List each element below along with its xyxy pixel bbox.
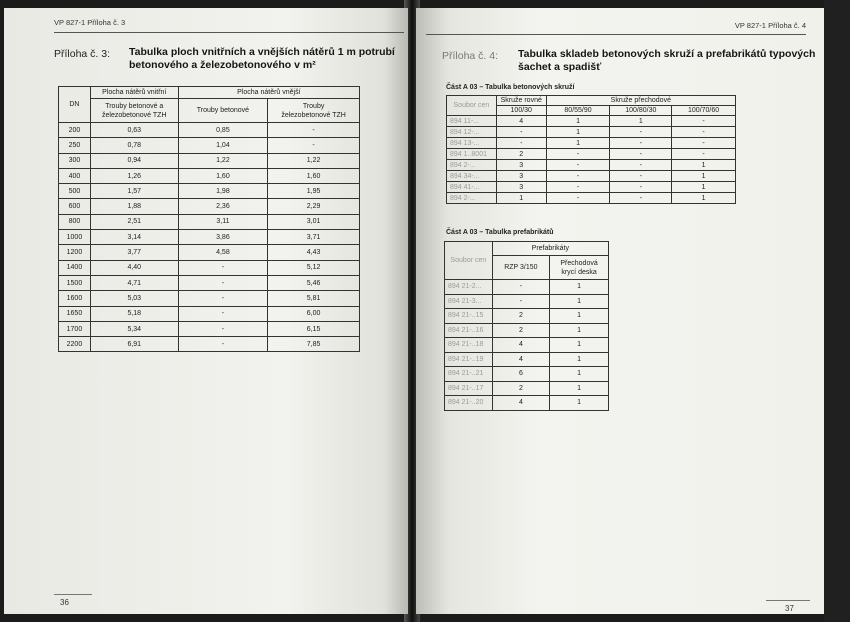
table-cell: 894 21-..17 [445,381,493,396]
table-cell: - [610,193,672,204]
table-cell: 1000 [59,230,91,245]
table-cell: 250 [59,138,91,153]
table-cell: 0,78 [90,138,178,153]
sub-inner: Trouby betonové a železobetonové TZH [90,99,178,123]
table-row [445,309,609,324]
table-row [447,171,736,182]
table-cell: 1 [672,160,736,171]
sub-outer-concrete: Trouby betonové [178,99,267,123]
table-cell: 894 21-2... [445,280,493,295]
table-row [59,337,360,352]
table-cell: - [496,138,546,149]
table-cell: 2,29 [268,199,360,214]
table-cell: 1700 [59,321,91,336]
table-cell: 2 [492,323,549,338]
table-cell: - [610,182,672,193]
table-cell: 5,46 [268,275,360,290]
table-cell: 5,12 [268,260,360,275]
table-cell: - [672,149,736,160]
table-cell: 4,40 [90,260,178,275]
table-row [445,323,609,338]
table-cell: 1 [610,116,672,127]
table-cell: - [178,306,267,321]
table-cell: - [178,337,267,352]
annex-title [518,48,815,74]
table-cell: - [496,127,546,138]
table-cell: 1,95 [268,184,360,199]
table-cell: 1 [550,396,609,411]
table-cell: 4 [496,116,546,127]
table-cell: - [178,291,267,306]
table-cell: - [268,138,360,153]
table-cell: 4,58 [178,245,267,260]
table-cell: 0,85 [178,123,267,138]
group-prefab: Prefabrikáty [492,242,608,256]
table-cell: 894 21-..15 [445,309,493,324]
table-cell: 5,34 [90,321,178,336]
table-cell: 3 [496,182,546,193]
sub-rzp: RZP 3/150 [492,256,549,280]
table-row [59,138,360,153]
table-cell: 894 2-... [447,160,497,171]
table-cell: 894 21-..19 [445,352,493,367]
table-cell: 1,57 [90,184,178,199]
table-cell: - [178,321,267,336]
sub-80-55-90: 80/55/90 [546,106,610,116]
group-outer: Plocha nátěrů vnější [178,87,359,99]
table-cell: 1 [550,309,609,324]
table-cell: 1650 [59,306,91,321]
table-row [447,127,736,138]
col-dn: DN [59,87,91,123]
table-row [59,184,360,199]
page-header: VP 827-1 Příloha č. 3 [54,18,126,27]
sub-100-70-60: 100/70/60 [672,106,736,116]
footer-rule [766,600,810,601]
col-file: Soubor cen [445,242,493,280]
table-row [445,352,609,367]
table-cell: 2 [492,309,549,324]
table-row [447,149,736,160]
table-row [59,123,360,138]
table-cell: 2 [496,149,546,160]
concrete-rings-table [446,95,736,204]
table-cell: 6 [492,367,549,382]
section-title-rings: Část A 03 – Tabulka betonových skruží [446,84,575,91]
table-row [447,193,736,204]
table-cell: 894 11-... [447,116,497,127]
table-cell: 2 [492,381,549,396]
table-cell: 1,88 [90,199,178,214]
table-cell: - [610,138,672,149]
table-cell: 3,11 [178,214,267,229]
footer-rule [54,594,92,595]
group-transition: Skruže přechodové [546,96,735,106]
table-cell: 1,60 [178,168,267,183]
table-cell: - [178,275,267,290]
table-cell: - [492,280,549,295]
table-cell: - [672,116,736,127]
table-row [59,153,360,168]
table-row [445,280,609,295]
table-cell: 300 [59,153,91,168]
table-cell: 1600 [59,291,91,306]
table-cell: 894 21-..16 [445,323,493,338]
table-cell: 894 34-... [447,171,497,182]
table-row [445,367,609,382]
sub-100-80-30: 100/80/30 [610,106,672,116]
table-cell: 1 [550,294,609,309]
table-row [445,396,609,411]
table-row [59,245,360,260]
table-cell: - [672,138,736,149]
table-cell: 1 [550,338,609,353]
table-cell: 894 21-..18 [445,338,493,353]
table-cell: 7,85 [268,337,360,352]
table-row [59,306,360,321]
table-cell: 0,94 [90,153,178,168]
table-cell: 894 41-... [447,182,497,193]
table-cell: 1 [672,193,736,204]
page-number: 37 [785,604,794,613]
sub-100-30: 100/30 [496,106,546,116]
annex-number: Příloha č. 3: [54,48,111,60]
table-cell: 1,22 [268,153,360,168]
table-cell: - [546,182,610,193]
table-cell: 1500 [59,275,91,290]
annex-title-line2: betonového a železobetonového v m² [129,59,316,71]
table-cell: 800 [59,214,91,229]
table-cell: 3 [496,171,546,182]
table-cell: 3 [496,160,546,171]
table-row [59,199,360,214]
coating-area-table [58,86,360,352]
table-cell: 1 [672,171,736,182]
section-title-prefab: Část A 03 – Tabulka prefabrikátů [446,229,554,236]
table-row [59,168,360,183]
table-cell: 894 21-..21 [445,367,493,382]
table-cell: 2,36 [178,199,267,214]
table-cell: 1,98 [178,184,267,199]
table-cell: 894 21-3... [445,294,493,309]
table-cell: 1 [550,367,609,382]
table-row [447,138,736,149]
table-cell: - [610,149,672,160]
table-cell: 5,18 [90,306,178,321]
table-cell: 1 [546,116,610,127]
left-page [4,8,408,614]
table-cell: 1 [496,193,546,204]
table-cell: 4 [492,352,549,367]
table-cell: 200 [59,123,91,138]
sub-transition-slab: Přechodová krycí deska [550,256,609,280]
annex-title [129,46,395,72]
table-cell: 0,63 [90,123,178,138]
table-cell: 1,26 [90,168,178,183]
table-cell: 894 13-... [447,138,497,149]
annex-title-line1: Tabulka skladeb betonových skruží a prefabrikátů typových [518,48,816,60]
table-row [445,294,609,309]
page-header: VP 827-1 Příloha č. 4 [734,21,806,30]
table-cell: 1200 [59,245,91,260]
table-cell: 4,43 [268,245,360,260]
table-cell: 3,71 [268,230,360,245]
table-row [59,275,360,290]
table-row [59,260,360,275]
table-cell: 5,03 [90,291,178,306]
table-cell: 2,51 [90,214,178,229]
table-cell: 4,71 [90,275,178,290]
table-cell: 1,22 [178,153,267,168]
right-page [416,8,824,614]
table-cell: 400 [59,168,91,183]
background-edge [824,0,850,622]
table-cell: - [610,127,672,138]
table-cell: 500 [59,184,91,199]
annex-title-line1: Tabulka ploch vnitřních a vnějších nátěrů 1 m potrubí [129,46,395,58]
table-cell: 600 [59,199,91,214]
table-cell: 1 [546,127,610,138]
table-row [59,230,360,245]
table-cell: 6,00 [268,306,360,321]
table-cell: 3,01 [268,214,360,229]
table-cell: 2200 [59,337,91,352]
table-cell: 1 [550,280,609,295]
table-cell: 1 [672,182,736,193]
table-cell: 5,81 [268,291,360,306]
table-cell: 4 [492,338,549,353]
table-cell: 1 [550,323,609,338]
table-row [447,160,736,171]
table-cell: 1 [546,138,610,149]
sub-outer-reinforced: Trouby železobetonové TZH [268,99,360,123]
table-cell: - [672,127,736,138]
table-cell: - [610,171,672,182]
table-cell: - [492,294,549,309]
table-cell: 894 21-..20 [445,396,493,411]
table-cell: - [546,149,610,160]
table-cell: - [546,193,610,204]
table-row [59,214,360,229]
col-file: Soubor cen [447,96,497,116]
table-cell: 1,60 [268,168,360,183]
table-cell: 894 2-... [447,193,497,204]
table-row [447,116,736,127]
table-cell: 6,91 [90,337,178,352]
table-cell: 894 1..8001 [447,149,497,160]
table-row [447,182,736,193]
prefab-table [444,241,609,411]
header-rule [54,32,404,33]
table-cell: - [268,123,360,138]
table-cell: 1 [550,381,609,396]
group-straight: Skruže rovné [496,96,546,106]
table-cell: 3,77 [90,245,178,260]
table-cell: 1,04 [178,138,267,153]
table-cell: 3,14 [90,230,178,245]
group-inner: Plocha nátěrů vnitřní [90,87,178,99]
table-cell: 6,15 [268,321,360,336]
table-row [59,291,360,306]
table-cell: 1 [550,352,609,367]
table-cell: - [546,171,610,182]
table-cell: 3,86 [178,230,267,245]
annex-title-line2: šachet a spadišť [518,61,602,73]
table-cell: 1400 [59,260,91,275]
table-cell: - [546,160,610,171]
table-row [445,338,609,353]
table-cell: - [178,260,267,275]
table-row [445,381,609,396]
table-cell: 894 12-... [447,127,497,138]
table-row [59,321,360,336]
table-cell: 4 [492,396,549,411]
header-rule [426,34,806,35]
page-number: 36 [60,598,69,607]
table-cell: - [610,160,672,171]
annex-number: Příloha č. 4: [442,50,499,62]
